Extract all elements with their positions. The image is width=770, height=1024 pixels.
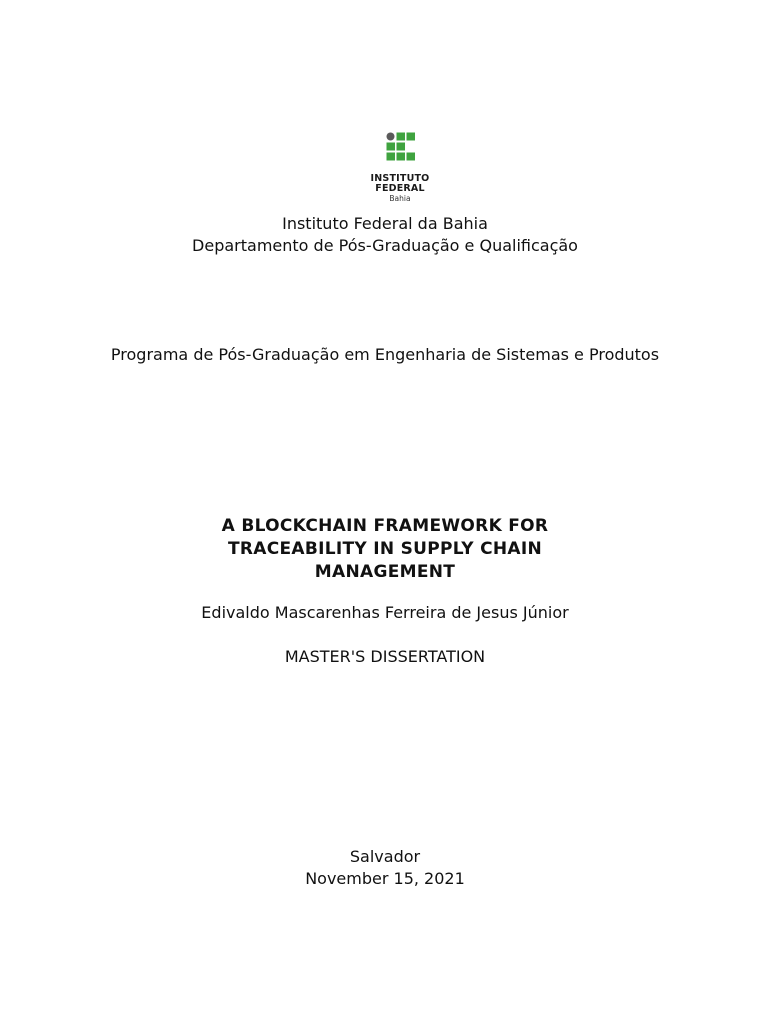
logo-square bbox=[387, 153, 396, 161]
document-type: MASTER'S DISSERTATION bbox=[284, 647, 486, 666]
institution-name: Instituto Federal da Bahia bbox=[282, 214, 488, 233]
logo-square bbox=[387, 143, 396, 151]
logo-square bbox=[397, 143, 406, 151]
logo-text-instituto: INSTITUTO bbox=[370, 173, 430, 184]
logo-square bbox=[407, 153, 416, 161]
dissertation-title-line-1: A BLOCKCHAIN FRAMEWORK FOR bbox=[221, 516, 549, 536]
logo-square bbox=[397, 153, 406, 161]
department-name: Departamento de Pós-Graduação e Qualificação bbox=[192, 236, 578, 255]
date: November 15, 2021 bbox=[305, 869, 465, 888]
program-name: Programa de Pós-Graduação em Engenharia de Sistemas e Produtos bbox=[110, 345, 660, 364]
logo-text-bahia: Bahia bbox=[389, 194, 411, 203]
logo-square bbox=[407, 133, 416, 141]
dissertation-title-line-3: MANAGEMENT bbox=[314, 562, 456, 582]
author-name: Edivaldo Mascarenhas Ferreira de Jesus Júnior bbox=[201, 603, 569, 622]
dissertation-title-line-2: TRACEABILITY IN SUPPLY CHAIN bbox=[227, 539, 543, 559]
logo-dot bbox=[387, 133, 395, 141]
logo-square bbox=[397, 133, 406, 141]
logo-text-federal: FEDERAL bbox=[375, 183, 425, 194]
place: Salvador bbox=[349, 847, 421, 866]
institute-logo-mark-icon bbox=[386, 132, 416, 162]
institute-logo bbox=[360, 132, 440, 206]
